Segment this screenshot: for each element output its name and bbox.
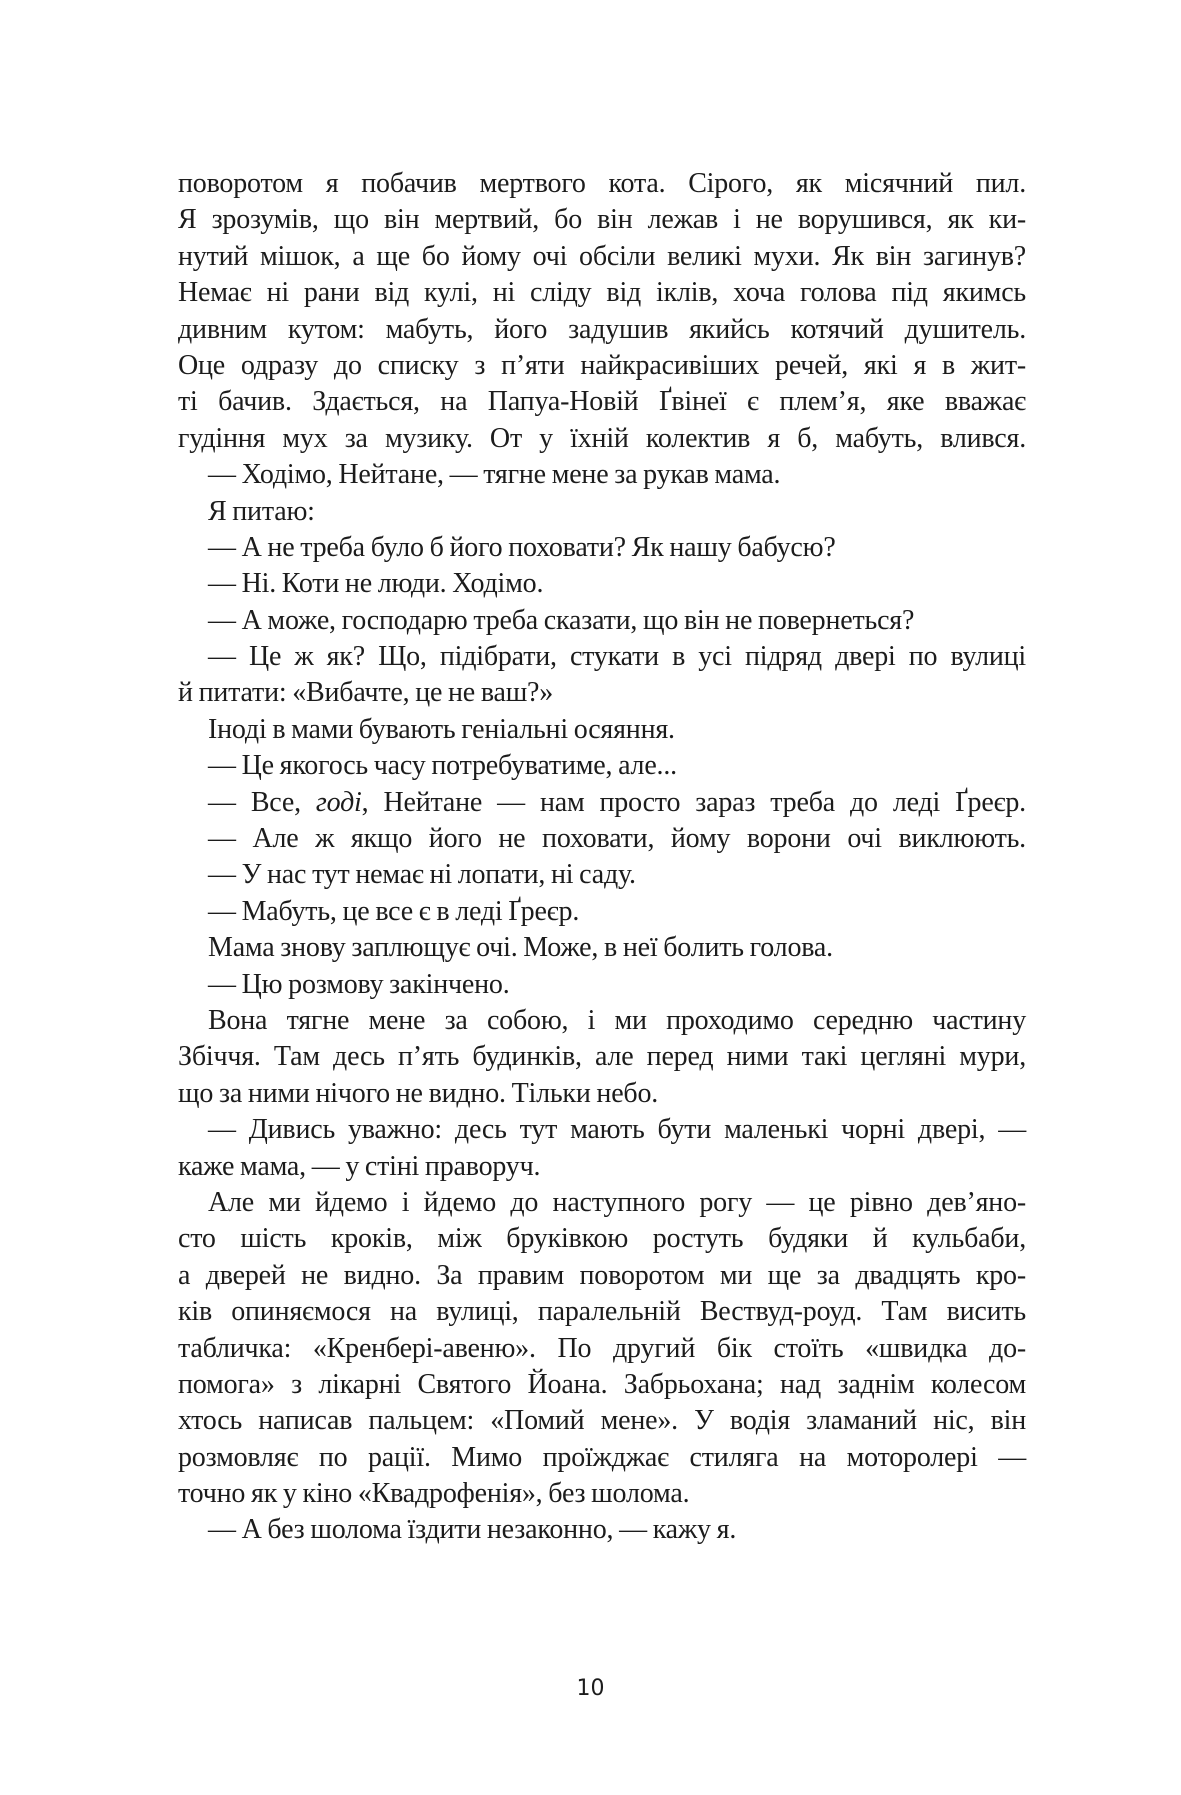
line-text: Збіччя. Там десь п’ять будинків, але перед ними такі цегляні мури, [178, 1041, 1026, 1073]
dialogue-line [178, 857, 1026, 893]
dialogue-line [178, 785, 1026, 821]
line-text: точно як у кіно «Квадрофенія», без шолома. [178, 1478, 690, 1510]
line-text: — Ні. Коти не люди. Ходімо. [208, 568, 544, 600]
text-line [178, 1294, 1026, 1330]
line-text: нутий мішок, а ще бо йому очі обсіли великі мухи. Як він загинув? [178, 240, 1026, 272]
line-text: — Це якогось часу потребуватиме, але... [208, 750, 677, 782]
line-text: дивним кутом: мабуть, його задушив якийсь котячий душитель. [178, 313, 1026, 345]
dialogue-line [178, 1112, 1026, 1148]
text-line [178, 1331, 1026, 1367]
text-line [178, 1403, 1026, 1439]
paragraph-line [178, 1185, 1026, 1221]
line-text: — Цю розмову закінчено. [208, 968, 510, 1000]
line-text [208, 785, 1026, 821]
text-line [178, 202, 1026, 238]
text-line [178, 1149, 1026, 1185]
line-text-pre: — Все, [208, 786, 316, 818]
dialogue-line [178, 1512, 1026, 1548]
italic-emphasis: годі [315, 786, 362, 818]
dialogue-line [178, 748, 1026, 784]
line-text: Іноді в мами бувають геніальні осяяння. [208, 713, 675, 745]
dialogue-line [178, 566, 1026, 602]
text-line [178, 312, 1026, 348]
line-text: що за ними нічого не видно. Тільки небо. [178, 1077, 659, 1109]
line-text: поворотом я побачив мертвого кота. Сірого, як місячний пил. [178, 168, 1026, 199]
line-text: ті бачив. Здається, на Папуа-Новій Ґвінеї є плем’я, яке вважає [178, 386, 1026, 418]
line-text: Немає ні рани від кулі, ні сліду від іклів, хоча голова під якимсь [178, 277, 1026, 309]
line-text: Мама знову заплющує очі. Може, в неї болить голова. [208, 932, 833, 964]
line-text: — А може, господарю треба сказати, що він не повернеться? [208, 604, 915, 636]
paragraph-line [178, 494, 1026, 530]
line-text: помога» з лікарні Святого Йоана. Забрьохана; над заднім колесом [178, 1368, 1026, 1400]
paragraph-line [178, 1003, 1026, 1039]
text-line [178, 1440, 1026, 1476]
text-line [178, 1476, 1026, 1512]
line-text: Я зрозумів, що він мертвий, бо він лежав і не ворушився, як ки- [178, 204, 1026, 236]
dialogue-line [178, 530, 1026, 566]
text-line [178, 1076, 1026, 1112]
text-line [178, 675, 1026, 711]
line-text: — Ходімо, Нейтане, — тягне мене за рукав мама. [208, 459, 781, 491]
line-text: каже мама, — у стіні праворуч. [178, 1150, 541, 1182]
dialogue-line [178, 639, 1026, 675]
line-text: Я питаю: [208, 495, 315, 527]
dialogue-line [178, 457, 1026, 493]
dialogue-line [178, 967, 1026, 1003]
line-text: — Дивись уважно: десь тут мають бути маленькі чорні двері, — [208, 1114, 1026, 1146]
body-text [178, 166, 1026, 1549]
text-line [178, 166, 1026, 202]
line-text: — Це ж як? Що, підібрати, стукати в усі підряд двері по вулиці [208, 641, 1026, 673]
line-text: й питати: «Вибачте, це не ваш?» [178, 677, 554, 709]
paragraph-line [178, 712, 1026, 748]
dialogue-line [178, 603, 1026, 639]
line-text: ків опиняємося на вулиці, паралельній Вествуд-роуд. Там висить [178, 1296, 1026, 1328]
text-line [178, 1221, 1026, 1257]
text-line [178, 1367, 1026, 1403]
text-line [178, 275, 1026, 311]
paragraph-line [178, 930, 1026, 966]
text-line [178, 239, 1026, 275]
text-line [178, 1258, 1026, 1294]
line-text-post: , Нейтане — нам просто зараз треба до леді Ґреєр. [361, 786, 1026, 818]
line-text: — А без шолома їздити незаконно, — кажу я. [208, 1514, 737, 1546]
line-text: — Але ж якщо його не поховати, йому ворони очі виклюють. [208, 823, 1026, 855]
line-text: сто шість кроків, між бруківкою ростуть будяки й кульбаби, [178, 1223, 1026, 1255]
line-text: Але ми йдемо і йдемо до наступного рогу — це рівно дев’яно- [208, 1186, 1026, 1218]
text-line [178, 384, 1026, 420]
line-text: — А не треба було б його поховати? Як нашу бабусю? [208, 531, 836, 563]
line-text: гудіння мух за музику. От у їхній колектив я б, мабуть, влився. [178, 422, 1026, 454]
line-text: а дверей не видно. За правим поворотом ми ще за двадцять кро- [178, 1259, 1026, 1291]
dialogue-line [178, 894, 1026, 930]
line-text: розмовляє по рації. Мимо проїжджає стиляга на моторолері — [178, 1441, 1026, 1473]
text-line [178, 1039, 1026, 1075]
page-number: 10 [576, 1676, 605, 1701]
line-text: Вона тягне мене за собою, і ми проходимо середню частину [208, 1004, 1026, 1036]
line-text: табличка: «Кренбері-авеню». По другий бік стоїть «швидка до- [178, 1332, 1026, 1364]
text-line [178, 421, 1026, 457]
text-line [178, 348, 1026, 384]
line-text: — У нас тут немає ні лопати, ні саду. [208, 859, 636, 891]
line-text: хтось написав пальцем: «Помий мене». У водія зламаний ніс, він [178, 1405, 1026, 1437]
line-text: Оце одразу до списку з п’яти найкрасивіших речей, які я в жит- [178, 349, 1026, 381]
line-text: — Мабуть, це все є в леді Ґреєр. [208, 895, 580, 927]
dialogue-line [178, 821, 1026, 857]
